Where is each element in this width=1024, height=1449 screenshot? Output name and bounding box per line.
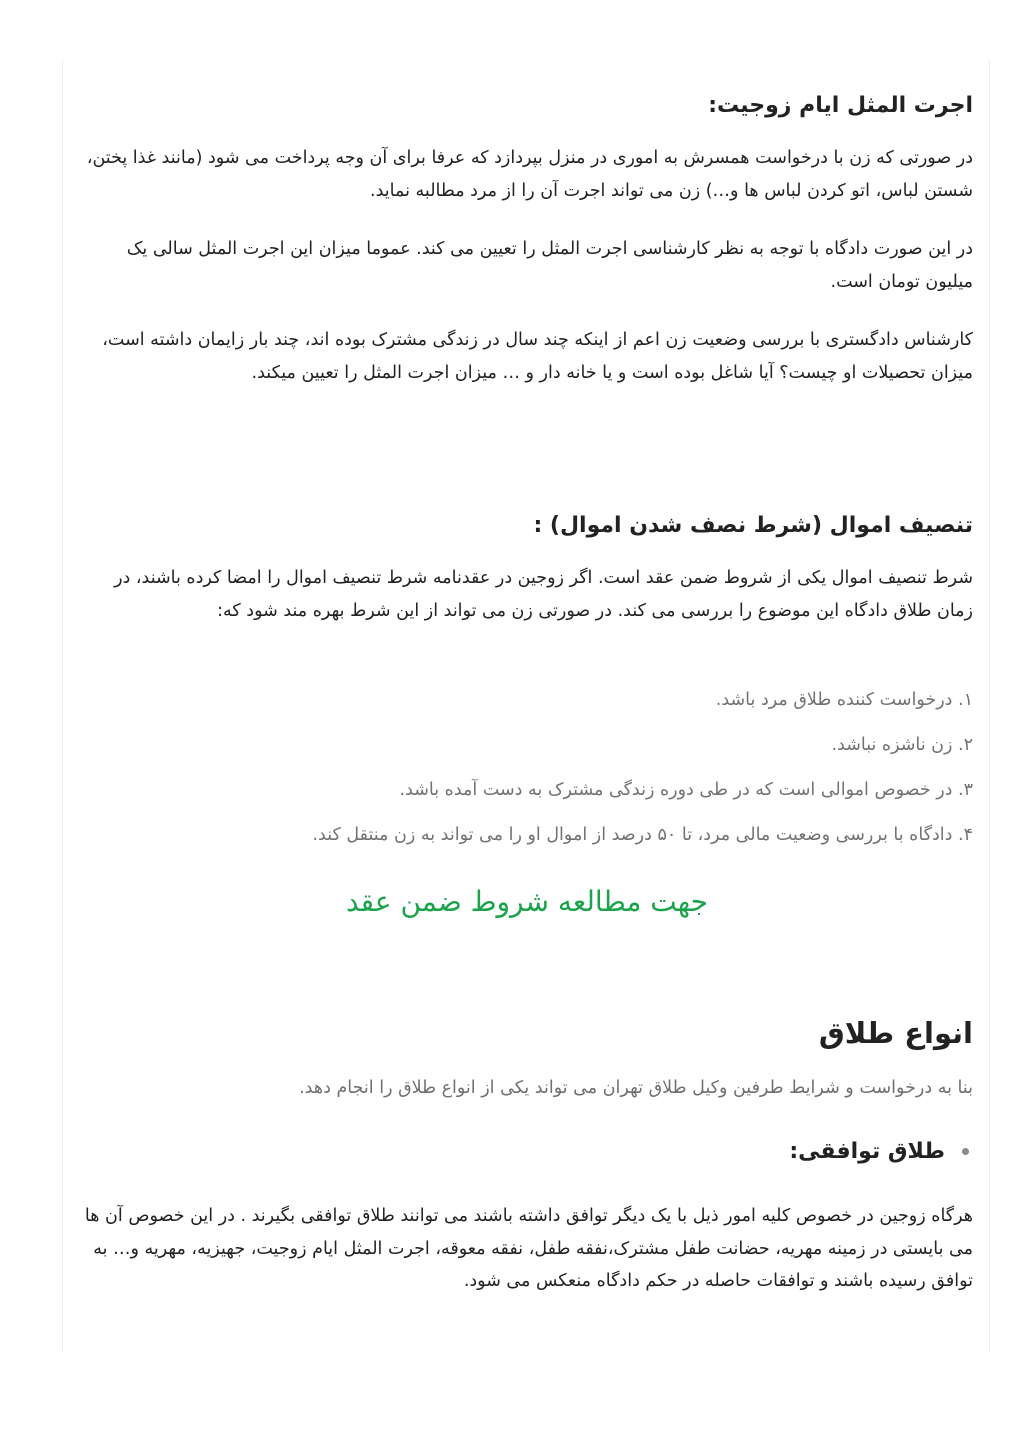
types-heading-wrap [81, 1013, 973, 1053]
tansif-paragraph: شرط تنصیف اموال یکی از شروط ضمن عقد است. اگر زوجین در عقدنامه شرط تنصیف اموال را امضا کرده باشند، در زمان طلاق دادگاه این موضوع را بررسی می کند. در صورتی زن می تواند از این شرط بهره مند شود که: [114, 568, 973, 621]
ojrat-paragraph-1: در صورتی که زن با درخواست همسرش به اموری در منزل بپردازد که عرفا برای آن وجه پرداخت می شود (مانند غذا پختن، شستن لباس، اتو کردن لباس ها و…) زن می تواند اجرت آن را از مرد مطالبه نماید. [86, 148, 973, 201]
types-intro-wrap [81, 1072, 973, 1105]
types-list-wrap [81, 1136, 973, 1168]
condition-item: ۲. زن ناشزه نباشد. [831, 735, 973, 755]
bullet-icon [962, 1148, 969, 1155]
types-paragraph-wrap [81, 1200, 973, 1298]
ojrat-paragraph-2-wrap [81, 233, 973, 298]
tansif-conditions-wrap [81, 684, 973, 864]
tansif-conditions-list [81, 684, 973, 851]
ojrat-heading: اجرت المثل ایام زوجیت: [708, 93, 973, 118]
ojrat-paragraph-2: در این صورت دادگاه با توجه به نظر کارشناسی اجرت المثل را تعیین می کند. عموما میزان این اجرت المثل سالی یک میلیون تومان است. [126, 239, 973, 292]
article-body [62, 60, 990, 1353]
ojrat-section [81, 90, 973, 122]
types-list [81, 1136, 973, 1168]
tansif-heading-wrap [81, 510, 973, 542]
types-item-paragraph: هرگاه زوجین در خصوص کلیه امور ذیل با یک دیگر توافق داشته باشند می توانند طلاق توافقی بگیرند . در این خصوص آن ها می بایستی در زمینه مهریه، حضانت طفل مشترک،نفقه طفل، نفقه معوقه، اجرت المثل ایام زوجیت، جهیزیه، مهریه و… به توافق رسیده باشند و توافقات حاصله در حکم دادگاه منعکس می شود. [84, 1206, 973, 1291]
condition-item: ۳. در خصوص اموالی است که در طی دوره زندگی مشترک به دست آمده باشد. [399, 780, 973, 800]
types-heading: انواع طلاق [818, 1016, 973, 1050]
condition-item: ۴. دادگاه با بررسی وضعیت مالی مرد، تا ۵۰ درصد از اموال او را می تواند به زن منتقل کند. [312, 825, 973, 845]
ojrat-paragraph-3-wrap [81, 324, 973, 389]
types-item-title: طلاق توافقی: [789, 1139, 945, 1164]
types-intro: بنا به درخواست و شرایط طرفین وکیل طلاق تهران می تواند یکی از انواع طلاق را انجام دهد. [299, 1078, 973, 1098]
cta-wrap [81, 882, 973, 922]
ojrat-paragraph-1-wrap [81, 142, 973, 207]
types-list-item [81, 1136, 973, 1168]
ojrat-paragraph-3: کارشناس دادگستری با بررسی وضعیت زن اعم از اینکه چند سال در زندگی مشترک بوده اند، چند بار زایمان داشته است، میزان تحصیلات او چیست؟ آیا شاغل بوده است و یا خانه دار و … میزان اجرت المثل را تعیین میکند. [102, 330, 973, 383]
condition-item: ۱. درخواست کننده طلاق مرد باشد. [715, 690, 973, 710]
conditions-link[interactable]: جهت مطالعه شروط ضمن عقد [345, 885, 709, 918]
tansif-paragraph-wrap [81, 562, 973, 627]
tansif-heading: تنصیف اموال (شرط نصف شدن اموال) : [533, 513, 973, 538]
